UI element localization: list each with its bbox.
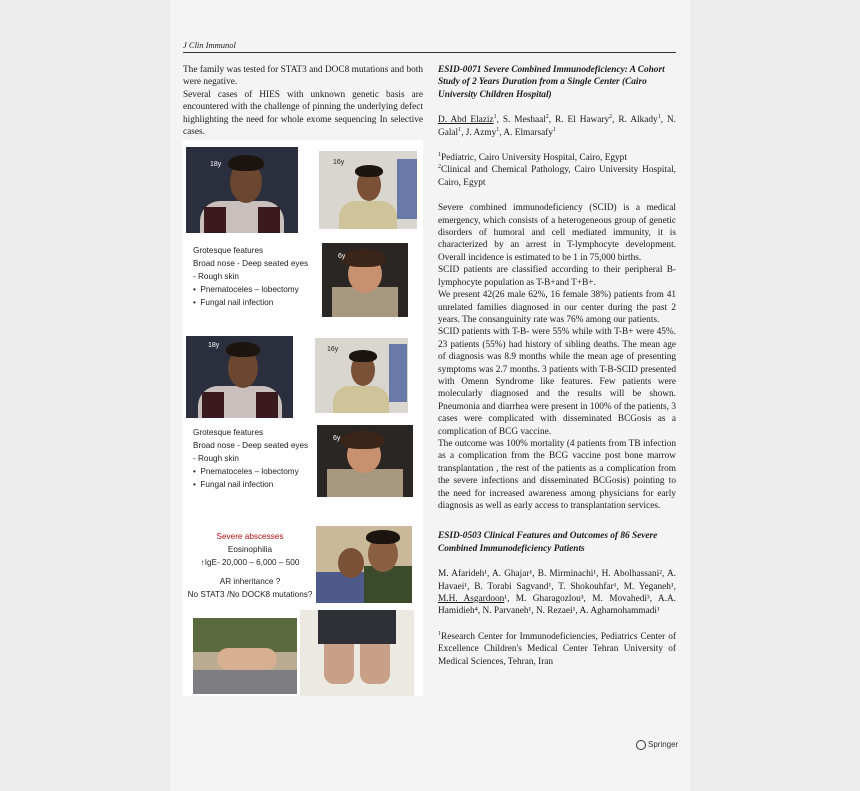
abstract2-affiliations: $^1$Research Center for Immunodeficiencies, Pediatrics Center of Excellence Children's Medical Center Tehran University of Medical Sciences, Tehran, Iran: [438, 630, 676, 667]
photo-patient-6y-repeat: [317, 425, 413, 497]
abstract1-title: ESID-0071 Severe Combined Immunodeficiency: A Cohort Study of 2 Years Duration from a Single Center (Cairo University Children Hospital): [438, 65, 665, 100]
abstract2-authors: M. Afarideh¹, A. Ghajar¹, B. Mirminachi¹, H. Abolhassani², A. Havaei¹, B. Torabi Sagvand¹, T. Shokouhfar¹, M. Yeganeh¹, M.H. Asgardoon¹, M. Gharagozlou³, M. Movahedi³, A.A. Hamidieh⁴, N. Parvaneh¹, N. Rezaei¹, A. Aghamohammadi¹: [438, 569, 676, 617]
age-label-18y: 18y: [210, 161, 222, 168]
photo-abscess-right: [300, 610, 414, 696]
left-paragraph-1: The family was tested for STAT3 and DOC8 mutations and both were negative.: [183, 65, 423, 88]
abstract1-paragraph-4: SCID patients with T-B- were 55% while with T-B+ were 45%. 23 patients (55%) had history of sibling deaths. The mean age of diagnosis was 8.9 months while the mean age of presenting symptoms was 2.7 months. 3 patients with T-B-SCID presented with Omenn Syndrome like features. Few patients were molecularly diagnosed and the results will be shown. Pneumonia and diarrhea were present in 100% of the patients, 3 cases were complicated with disseminated BCGosis as a complication of BCG vaccine.: [438, 327, 676, 437]
abstract1-affiliations: $^1$Pediatric, Cairo University Hospital, Cairo, Egypt $^2$Clinical and Chemical Pathology, Cairo University Hospital, Cairo, Egypt: [438, 151, 676, 188]
photo-patient-6y: [322, 243, 408, 317]
photo-patient-18y-repeat: [186, 336, 293, 418]
photo-abscess-left: [193, 618, 297, 694]
age-label-16y: 16y: [333, 159, 345, 166]
photo-patient-16y-repeat: [315, 338, 408, 413]
abstract1-paragraph-3: We present 42(26 male 62%, 16 female 38%) patients from 41 unrelated families diagnosed in our center during the past 2 years. The consanguinity rate was 76% among our patients.: [438, 290, 676, 325]
patient-photo-figure: [183, 140, 423, 696]
running-head: J Clin Immunol: [183, 40, 236, 50]
age-label-6y: 6y: [338, 253, 346, 260]
springer-logo: Springer: [636, 740, 678, 750]
caption-severe-abscesses: Severe abscesses Eosinophilia ↑IgE- 20,000 – 6,000 – 500 AR inheritance ? No STAT3 /No DOCK8 mutations?: [187, 532, 313, 599]
age-label-16y-repeat: 16y: [327, 346, 339, 353]
photo-patient-18y: [186, 147, 298, 233]
age-label-18y-repeat: 18y: [208, 342, 220, 349]
abstract1-authors: D. Abd Elaziz$^1$, S. Meshaal$^2$, R. El Hawary$^2$, R. Alkady$^1$, N. Galal$^1$, J. Azmy$^1$, A. Elmarsafy$^1$: [438, 114, 676, 138]
abstract2-title: ESID-0503 Clinical Features and Outcomes of 86 Severe Combined Immunodeficiency Patients: [438, 531, 658, 554]
left-paragraph-2: Several cases of HIES with unknown genetic basis are encountered with the challenge of pinning the underlying defect highlighting the need for whole exome sequencing In selective cases.: [183, 89, 423, 138]
photo-patient-16y: [319, 151, 417, 229]
abstract1-paragraph-5: The outcome was 100% mortality (4 patients from TB infection as a complication from the BCG vaccine post bone marrow transplantation , the rest of the patients as a complication from the severe infections and disseminated BCGosis) pointing to the need for increased awareness among physicians for early diagnosis as well as early access to transplantation services.: [438, 438, 676, 511]
header-rule: [183, 52, 676, 53]
age-label-6y-repeat: 6y: [333, 435, 341, 442]
abstract1-paragraph-2: SCID patients are classified according to their peripheral B-lymphocyte population as T-B+and T+B+.: [438, 265, 676, 288]
caption-grotesque-features-2: Grotesque features Broad nose - Deep seated eyes - Rough skin • Pnematoceles – lobectomy • Fungal nail infection: [193, 428, 309, 489]
caption-grotesque-features-1: Grotesque features Broad nose - Deep seated eyes - Rough skin • Pnematoceles – lobectomy • Fungal nail infection: [193, 246, 309, 307]
left-column-text: [183, 64, 423, 138]
right-column: [438, 64, 676, 668]
abstract1-paragraph-1: Severe combined immunodeficiency (SCID) is a medical emergency, which consists of a heterogeneous group of genetic disorders of humoral and cell mediated immunity, it is characterized by an arrest in T-lymphocyte development. Overall incidence is estimated to be 1 in 75,000 births.: [438, 203, 676, 263]
springer-horse-icon: [636, 740, 646, 750]
photo-siblings: [316, 526, 412, 603]
